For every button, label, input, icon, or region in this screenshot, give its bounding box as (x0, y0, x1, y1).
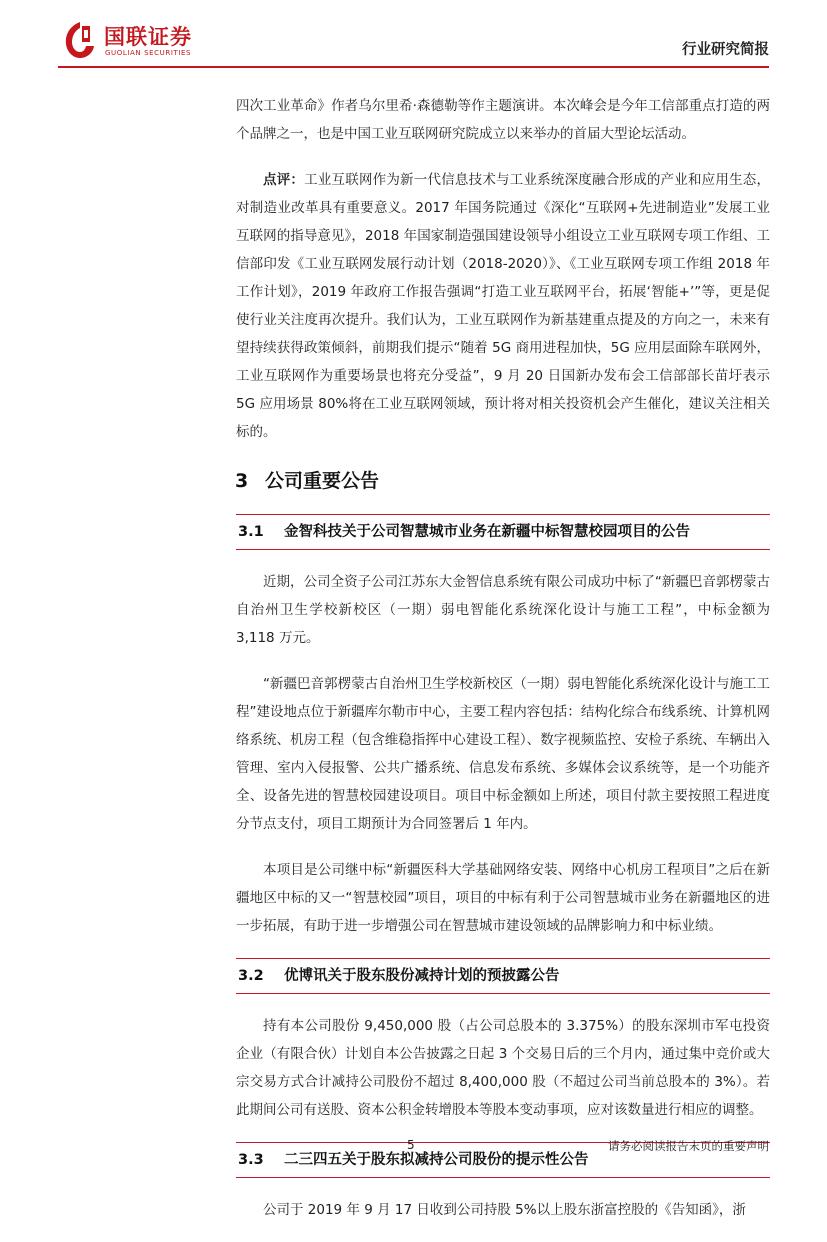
paragraph-comment (236, 166, 770, 446)
subsection-title: 二三四五关于股东拟减持公司股份的提示性公告 (284, 1152, 589, 1168)
subsection-heading-3-1 (236, 514, 770, 550)
subsection-heading-3-2 (236, 958, 770, 994)
subsection-number: 3.2 (238, 968, 264, 984)
comment-label: 点评： (263, 172, 305, 188)
paragraph-3-1-a: 近期，公司全资子公司江苏东大金智信息系统有限公司成功中标了“新疆巴音郭楞蒙古自治州卫生学校新校区（一期）弱电智能化系统深化设计与施工工程”，中标金额为 3,118 万元。 (236, 574, 770, 646)
header-divider (58, 66, 769, 68)
paragraph-3-2-a: 持有本公司股份 9,450,000 股（占公司总股本的 3.375%）的股东深圳市军屯投资企业（有限合伙）计划自本公告披露之日起 3 个交易日后的三个月内，通过集中竞价或大宗交易方式合计减持公司股份不超过 8,400,000 股（不超过公司当前总股本的 3%）。若此期间公司有送股、资本公积金转增股本等股本变动事项，应对该数量进行相应的调整。 (236, 1018, 770, 1118)
report-type-label: 行业研究简报 (682, 42, 769, 58)
page-number: 5 (407, 1138, 415, 1152)
subsection-number: 3.3 (238, 1152, 264, 1168)
logo-mark-icon (62, 20, 98, 60)
page-header (0, 0, 827, 72)
subsection-title: 优博讯关于股东股份减持计划的预披露公告 (284, 968, 560, 984)
subsection-number: 3.1 (238, 524, 264, 540)
comment-text: 工业互联网作为新一代信息技术与工业系统深度融合形成的产业和应用生态，对制造业改革具有重要意义。2017 年国务院通过《深化“互联网+先进制造业”发展工业互联网的指导意见》，2018 年国家制造强国建设领导小组设立工业互联网专项工作组、工信部印发《工业互联网发展行动计划（2018-2020）》、《工业互联网专项工作组 2018 年工作计划》，2019 年政府工作报告强调“打造工业互联网平台，拓展‘智能+’”等，更是促使行业关注度再次提升。我们认为，工业互联网作为新基建重点提及的方向之一，未来有望持续获得政策倾斜，前期我们提示“随着 5G 商用进程加快，5G 应用层面除车联网外，工业互联网作为重要场景也将充分受益”，9 月 20 日国新办发布会工信部部长苗圩表示 5G 应用场景 80%将在工业互联网领域，预计将对相关投资机会产生催化，建议关注相关标的。 (236, 172, 770, 440)
section-number: 3 (235, 470, 249, 492)
paragraph-3-1-c: 本项目是公司继中标“新疆医科大学基础网络安装、网络中心机房工程项目”之后在新疆地区中标的又一“智慧校园”项目，项目的中标有利于公司智慧城市业务在新疆地区的进一步拓展，有助于进一步增强公司在智慧城市建设领域的品牌影响力和中标业绩。 (236, 862, 770, 934)
paragraph-3-1-b: “新疆巴音郭楞蒙古自治州卫生学校新校区（一期）弱电智能化系统深化设计与施工工程”建设地点位于新疆库尔勒市中心，主要工程内容包括：结构化综合布线系统、计算机网络系统、机房工程（包含维稳指挥中心建设工程）、数字视频监控、安检子系统、车辆出入管理、室内入侵报警、公共广播系统、信息发布系统、多媒体会议系统等，是一个功能齐全、设备先进的智慧校园建设项目。项目中标金额如上所述，项目付款主要按照工程进度分节点支付，项目工期预计为合同签署后 1 年内。 (236, 676, 770, 832)
footer-disclaimer: 请务必阅读报告末页的重要声明 (608, 1139, 769, 1153)
document-body (236, 88, 770, 1242)
paragraph-3-3-a: 公司于 2019 年 9 月 17 日收到公司持股 5%以上股东浙富控股的《告知函》，浙 (263, 1202, 746, 1218)
company-logo (62, 18, 222, 62)
logo-chinese-name: 国联证券 (104, 25, 192, 49)
logo-english-name: GUOLIAN SECURITIES (105, 49, 192, 57)
section-heading-3 (235, 464, 770, 498)
section-title: 公司重要公告 (265, 470, 380, 492)
paragraph-summit: 四次工业革命》作者乌尔里希·森德勒等作主题演讲。本次峰会是今年工信部重点打造的两个品牌之一，也是中国工业互联网研究院成立以来举办的首届大型论坛活动。 (236, 98, 770, 142)
subsection-title: 金智科技关于公司智慧城市业务在新疆中标智慧校园项目的公告 (284, 524, 690, 540)
